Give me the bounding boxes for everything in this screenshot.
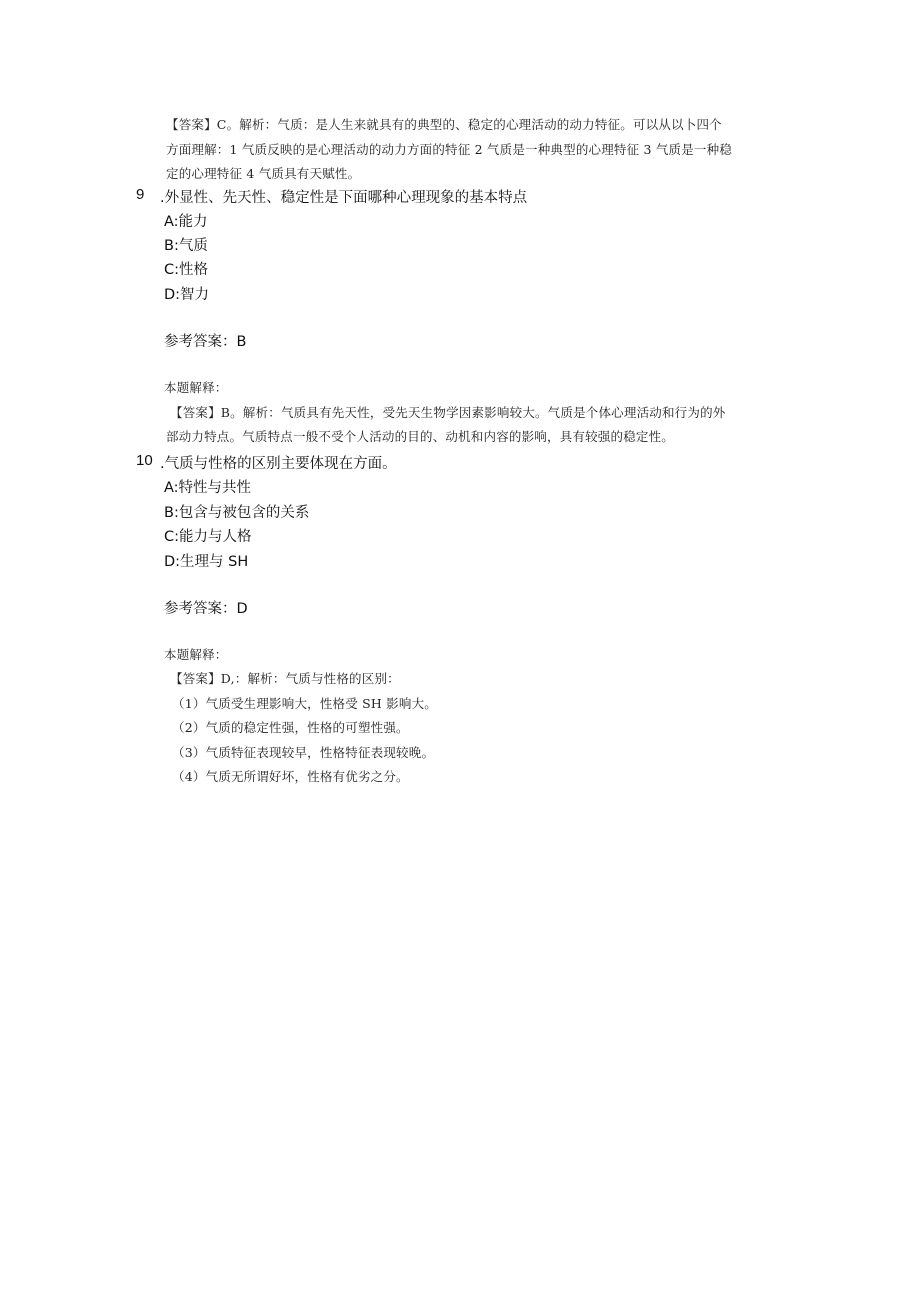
explanation-point-2: （2）气质的稳定性强，性格的可塑性强。 (172, 720, 409, 735)
option-a: A:能力 (164, 214, 208, 230)
prev-explanation-line-3: 定的心理特征 4 气质具有天赋性。 (166, 166, 361, 181)
explanation-point-3: （3）气质特征表现较早，性格特征表现较晚。 (172, 745, 435, 760)
option-d: D:智力 (164, 287, 210, 303)
option-c: C:性格 (164, 262, 209, 278)
prev-explanation-line-2: 方面理解：1 气质反映的是心理活动的动力方面的特征 2 气质是一种典型的心理特征 3 气质是一种稳 (166, 142, 733, 157)
option-c: C:能力与人格 (164, 529, 252, 545)
explanation-point-1: （1）气质受生理影响大，性格受 SH 影响大。 (172, 696, 437, 711)
prev-explanation-line-1: 【答案】C。解析：气质：是人生来就具有的典型的、稳定的心理活动的动力特征。可以从以卜四个 (166, 117, 722, 132)
explanation-label: 本题解释： (164, 647, 228, 662)
explanation-line-1: 【答案】B。解析：气质具有先天性，受先天生物学因素影响较大。气质是个体心理活动和行为的外 (170, 405, 726, 420)
question-text: .气质与性格的区别主要体现在方面。 (160, 456, 397, 472)
explanation-point-4: （4）气质无所谓好坏，性格有优劣之分。 (172, 769, 409, 784)
question-number: 10 (136, 452, 153, 469)
explanation-label: 本题解释： (164, 380, 228, 395)
question-number: 9 (136, 186, 145, 203)
option-b: B:气质 (164, 238, 208, 254)
explanation-line-2: 部动力特点。气质特点一般不受个人活动的目的、动机和内容的影响，具有较强的稳定性。 (166, 429, 675, 444)
reference-answer: 参考答案：B (164, 334, 247, 350)
question-text: .外显性、先天性、稳定性是下面哪种心理现象的基本特点 (160, 190, 528, 206)
option-d: D:生理与 SH (164, 554, 249, 570)
explanation-head: 【答案】D,：解析：气质与性格的区别： (170, 671, 400, 686)
reference-answer: 参考答案：D (164, 601, 248, 617)
option-b: B:包含与被包含的关系 (164, 505, 310, 521)
option-a: A:特性与共性 (164, 480, 252, 496)
